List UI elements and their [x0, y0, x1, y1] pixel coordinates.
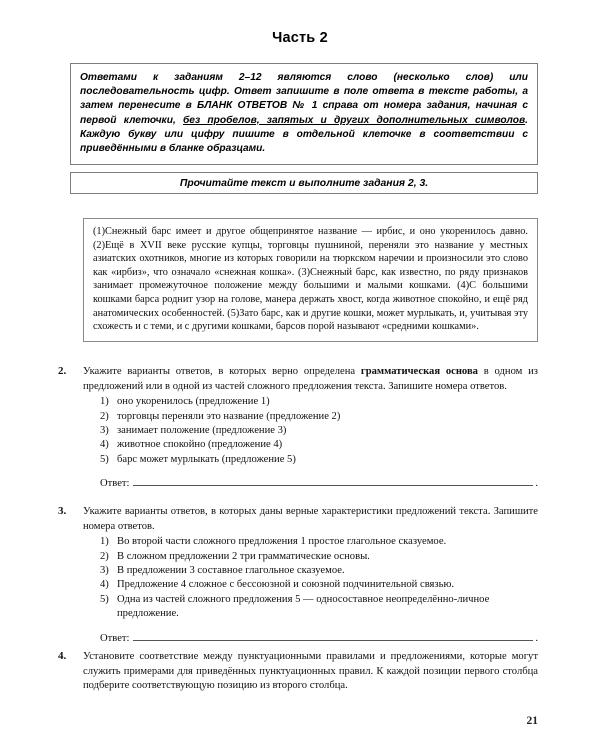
- option-label: В сложном предложении 2 три грамматические основы.: [117, 550, 370, 562]
- question-2-number: 2.: [58, 365, 67, 377]
- question-2-stem-after: в одном из предложений или в одной из частей сложного предложения текста. Запишите номера ответов.: [83, 366, 538, 392]
- page-number: 21: [526, 715, 538, 727]
- question-3-answer-row: [83, 633, 538, 644]
- list-item[interactable]: [100, 453, 538, 467]
- instruction-text: [80, 71, 528, 156]
- instruction-part-2: . Каждую букву или цифру пишите в отдельной клеточке в соответствии с приведёнными в бланке образцами.: [80, 114, 528, 155]
- option-marker: 3): [100, 565, 109, 576]
- question-4-number: 4.: [58, 650, 67, 662]
- option-label: торговцы переняли это название (предложение 2): [117, 410, 341, 422]
- option-marker: 1): [100, 536, 109, 548]
- question-4-stem: Установите соответствие между пунктуационными правилами и предложениями, которые могут служить примерами для приведённых пунктуационных правил. К каждой позиции первого столбца подберите соответствующую позицию из второго столбца.: [83, 651, 538, 692]
- question-3-number: 3.: [58, 505, 67, 517]
- reading-passage-text: (1)Снежный барс имеет и другое общепринятое название — ирбис, и оно укоренилось давно. (2)Ещё в XVII веке русские купцы, торговцы пушниной, переняли это название у местных азиатских охотников, многие из которых говорили на тюркском наречии и произносили это слово как «ирбиз», что означало «снежная кошка». (3)Снежный барс, как известно, по ряду признаков занимает промежуточное положение между большими и малыми кошками. (4)С большими кошками барса роднит узор на голове, манера держать хвост, когда животное спокойно, и ещё ряд анатомических особенностей. (5)Зато барс, как и другие кошки, может мурлыкать, и, учитывая эту схожесть и с теми, и с другими кошками, барсов порой называют «средними кошками».: [93, 226, 528, 333]
- option-marker: 5): [100, 593, 109, 605]
- instruction-underlined-part: без пробелов, запятых и других дополнительных символов: [183, 114, 526, 126]
- option-marker: 5): [100, 453, 109, 465]
- list-item[interactable]: [100, 564, 538, 578]
- question-2-answer-row: [83, 478, 538, 489]
- option-marker: 3): [100, 425, 109, 436]
- read-text-banner: [70, 172, 538, 194]
- option-label: В предложении 3 составное глагольное сказуемое.: [117, 565, 345, 576]
- option-label: барс может мурлыкать (предложение 5): [117, 453, 296, 465]
- list-item[interactable]: [100, 395, 538, 409]
- page-title: Часть 2: [272, 30, 328, 46]
- list-item[interactable]: [100, 593, 538, 622]
- answer-input-line[interactable]: [133, 485, 534, 486]
- option-label: Предложение 4 сложное с бессоюзной и союзной подчинительной связью.: [117, 579, 455, 591]
- option-marker: 2): [100, 550, 109, 562]
- question-2-stem: [83, 365, 538, 394]
- option-marker: 4): [100, 439, 109, 451]
- list-item[interactable]: [100, 578, 538, 592]
- question-4-body: [83, 650, 538, 694]
- option-marker: 1): [100, 396, 109, 408]
- reading-passage-box: [83, 218, 538, 342]
- question-2-stem-bold: грамматическая основа: [360, 366, 478, 377]
- option-label: животное спокойно (предложение 4): [117, 439, 283, 451]
- option-marker: 2): [100, 410, 109, 422]
- answer-input-line[interactable]: [133, 640, 534, 641]
- question-3-body: [83, 505, 538, 644]
- list-item[interactable]: [100, 424, 538, 438]
- answer-label: Ответ:: [100, 478, 130, 490]
- question-2-stem-before: Укажите варианты ответов, в которых верно определена: [83, 366, 361, 377]
- option-label: оно укоренилось (предложение 1): [117, 396, 270, 408]
- answer-terminator: .: [535, 632, 538, 644]
- list-item[interactable]: [100, 410, 538, 424]
- read-text-banner-label: Прочитайте текст и выполните задания 2, 3.: [179, 177, 429, 189]
- instruction-part-1: Ответами к заданиям 2–12 являются слово (несколько слов) или последовательность цифр. Ответ запишите в поле ответа в тексте работы, а затем перенесите в БЛАНК ОТВЕТОВ № 1 справа от номера задания, начиная с первой клеточки,: [80, 72, 528, 126]
- question-2-body: [83, 365, 538, 489]
- option-label: Во второй части сложного предложения 1 простое глагольное сказуемое.: [117, 536, 447, 548]
- list-item[interactable]: [100, 550, 538, 564]
- option-label: Одна из частей сложного предложения 5 — односоставное неопределённо-личное предложение.: [117, 593, 490, 620]
- instruction-box: [70, 63, 538, 165]
- option-label: занимает положение (предложение 3): [117, 425, 287, 436]
- question-3-options: [83, 535, 538, 621]
- answer-terminator: .: [535, 478, 538, 490]
- answer-label: Ответ:: [100, 632, 130, 644]
- list-item[interactable]: [100, 438, 538, 452]
- list-item[interactable]: [100, 535, 538, 549]
- question-3-stem: Укажите варианты ответов, в которых даны верные характеристики предложений текста. Запишите номера ответов.: [83, 506, 538, 532]
- question-2-options: [83, 395, 538, 467]
- option-marker: 4): [100, 579, 109, 591]
